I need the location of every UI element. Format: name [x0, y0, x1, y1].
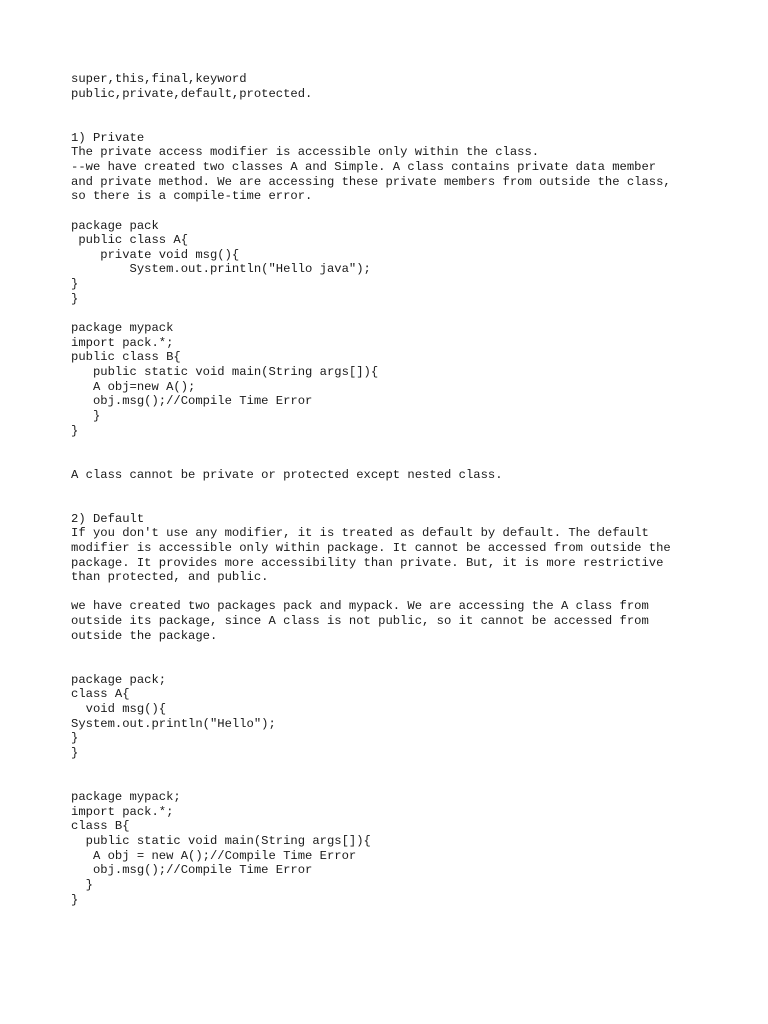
text-line: public static void main(String args[]){	[71, 365, 379, 380]
text-line: }	[71, 423, 79, 438]
blank-line	[71, 438, 751, 453]
text-line: public static void main(String args[]){	[71, 833, 371, 848]
text-line: A obj=new A();	[71, 379, 196, 394]
text-line: package mypack	[71, 321, 174, 336]
text-line: package pack	[71, 218, 159, 233]
blank-line	[71, 453, 751, 468]
blank-line	[71, 497, 751, 512]
text-line: void msg(){	[71, 702, 167, 717]
blank-line	[71, 643, 751, 658]
text-line: If you don't use any modifier, it is treated as default by default. The default	[71, 526, 649, 541]
text-line: modifier is accessible only within package. It cannot be accessed from outside the	[71, 540, 671, 555]
document-body	[71, 72, 751, 907]
text-line: we have created two packages pack and mypack. We are accessing the A class from	[71, 599, 649, 614]
text-line: package pack;	[71, 672, 167, 687]
blank-line	[71, 482, 751, 497]
blank-line	[71, 204, 751, 219]
text-line: private void msg(){	[71, 247, 240, 262]
blank-line	[71, 101, 751, 116]
text-line: }	[71, 892, 79, 907]
text-line: public class B{	[71, 350, 181, 365]
text-line: A class cannot be private or protected except nested class.	[71, 467, 503, 482]
text-line: class B{	[71, 819, 130, 834]
text-line: --we have created two classes A and Simple. A class contains private data member	[71, 159, 657, 174]
text-line: }	[71, 277, 79, 292]
text-line: 2) Default	[71, 511, 145, 526]
text-line: A obj = new A();//Compile Time Error	[71, 848, 357, 863]
text-line: obj.msg();//Compile Time Error	[71, 394, 313, 409]
text-line: }	[71, 291, 79, 306]
text-line: obj.msg();//Compile Time Error	[71, 863, 313, 878]
blank-line	[71, 775, 751, 790]
text-line: System.out.println("Hello");	[71, 716, 276, 731]
text-line: 1) Private	[71, 130, 145, 145]
text-line: import pack.*;	[71, 335, 174, 350]
text-line: import pack.*;	[71, 804, 174, 819]
text-line: public class A{	[71, 233, 189, 248]
blank-line	[71, 585, 751, 600]
text-line: }	[71, 731, 79, 746]
blank-line	[71, 658, 751, 673]
text-line: }	[71, 877, 93, 892]
text-line: System.out.println("Hello java");	[71, 262, 371, 277]
text-line: super,this,final,keyword	[71, 72, 247, 86]
text-line: outside its package, since A class is not public, so it cannot be accessed from	[71, 614, 649, 629]
text-line: }	[71, 409, 101, 424]
text-line: public,private,default,protected.	[71, 86, 313, 101]
text-line: so there is a compile-time error.	[71, 189, 313, 204]
text-line: and private method. We are accessing these private members from outside the class,	[71, 174, 671, 189]
text-line: class A{	[71, 687, 130, 702]
text-line: The private access modifier is accessible only within the class.	[71, 145, 540, 160]
text-line: package mypack;	[71, 789, 181, 804]
text-line: }	[71, 746, 79, 761]
blank-line	[71, 306, 751, 321]
text-line: outside the package.	[71, 628, 218, 643]
text-line: package. It provides more accessibility than private. But, it is more restrictive	[71, 555, 664, 570]
document-page	[71, 72, 751, 907]
blank-line	[71, 116, 751, 131]
blank-line	[71, 761, 751, 776]
text-line: than protected, and public.	[71, 570, 269, 585]
